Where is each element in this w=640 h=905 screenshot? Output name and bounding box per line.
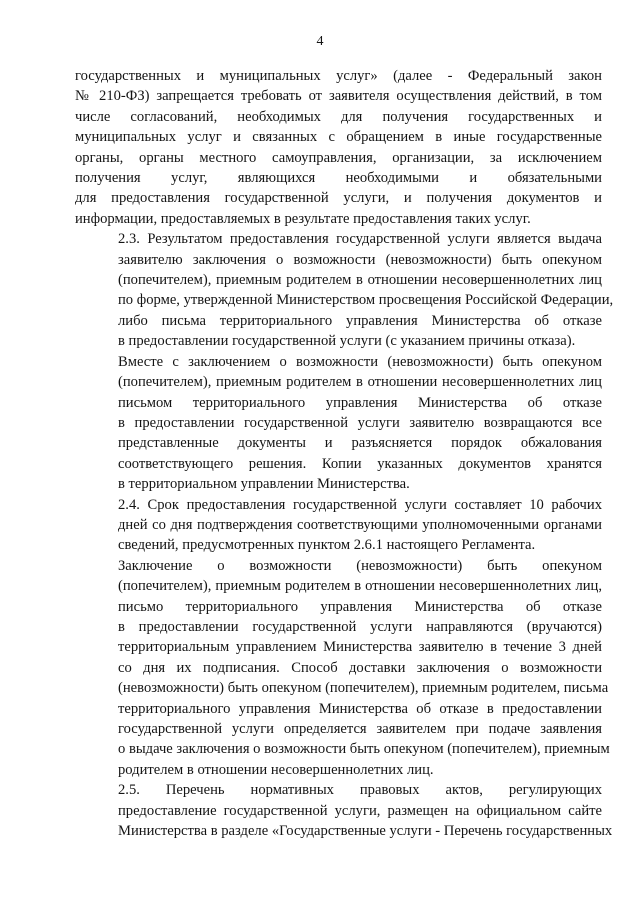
paragraph-2-5 bbox=[75, 780, 613, 841]
paragraph-line: в предоставлении государственной услуги заявителю возвращаются все bbox=[118, 414, 602, 431]
paragraph-line: муниципальных услуг и связанных с обращением в иные государственные bbox=[75, 129, 602, 146]
paragraph-line: (попечителем), приемным родителем в отношении несовершеннолетних лиц bbox=[118, 272, 602, 289]
page-number: 4 bbox=[316, 34, 324, 49]
paragraph-line: для предоставления государственной услуги, и получения документов и bbox=[75, 190, 602, 207]
paragraph-vmeste bbox=[75, 352, 602, 495]
paragraph-line: органы, органы местного самоуправления, организации, за исключением bbox=[75, 149, 602, 166]
paragraph-line: представленные документы и разъясняется порядок обжалования bbox=[118, 435, 602, 452]
paragraph-line: (попечителем), приемным родителем в отношении несовершеннолетних лиц, bbox=[118, 578, 602, 595]
paragraph-line: государственных и муниципальных услуг» (далее - Федеральный закон bbox=[75, 68, 602, 84]
paragraph-continuation bbox=[75, 66, 602, 229]
paragraph-line: дней со дня подтверждения соответствующими уполномоченными органами bbox=[118, 516, 602, 533]
paragraph-line: либо письма территориального управления Министерства об отказе bbox=[118, 312, 602, 329]
paragraph-line: со дня их подписания. Способ доставки заключения о возможности bbox=[118, 659, 602, 676]
paragraph-line: государственной услуги определяется заявителем при подаче заявления bbox=[118, 721, 602, 737]
paragraph-line: (невозможности) быть опекуном (попечителем), приемным родителем, письма bbox=[118, 680, 609, 697]
paragraph-line: сведений, предусмотренных пунктом 2.6.1 настоящего Регламента. bbox=[118, 537, 536, 554]
paragraph-line: Заключение о возможности (невозможности) быть опекуном bbox=[118, 557, 602, 574]
paragraph-line: территориальным управлением Министерства заявителю в течение 3 дней bbox=[118, 639, 602, 656]
paragraph-line: Министерства в разделе «Государственные услуги - Перечень государственных bbox=[118, 823, 613, 840]
paragraph-line: 2.4. Срок предоставления государственной услуги составляет 10 рабочих bbox=[118, 496, 602, 513]
document-body bbox=[75, 66, 614, 841]
paragraph-line: числе согласований, необходимых для получения государственных и bbox=[75, 108, 602, 125]
paragraph-line: в предоставлении государственной услуги (с указанием причины отказа). bbox=[118, 333, 576, 350]
paragraph-line: получения услуг, являющихся необходимыми и обязательными bbox=[75, 170, 602, 187]
paragraph-2-4 bbox=[75, 495, 602, 556]
paragraph-line: в территориальном управлении Министерства. bbox=[118, 476, 410, 493]
paragraph-zakluchenie bbox=[75, 556, 610, 780]
paragraph-line: письмом территориального управления Министерства об отказе bbox=[118, 394, 602, 411]
paragraph-line: № 210-ФЗ) запрещается требовать от заявителя осуществления действий, в том bbox=[75, 88, 602, 105]
paragraph-line: 2.3. Результатом предоставления государственной услуги является выдача bbox=[118, 231, 602, 248]
paragraph-line: 2.5. Перечень нормативных правовых актов, регулирующих bbox=[118, 782, 602, 799]
paragraph-line: Вместе с заключением о возможности (невозможности) быть опекуном bbox=[118, 353, 602, 370]
paragraph-line: родителем в отношении несовершеннолетних лиц. bbox=[118, 761, 434, 778]
paragraph-line: заявителю заключения о возможности (невозможности) быть опекуном bbox=[118, 251, 602, 268]
paragraph-line: о выдаче заключения о возможности быть опекуном (попечителем), приемным bbox=[118, 741, 610, 758]
paragraph-line: соответствующего решения. Копии указанных документов хранятся bbox=[118, 455, 602, 472]
paragraph-2-3 bbox=[75, 229, 614, 351]
paragraph-line: территориального управления Министерства об отказе в предоставлении bbox=[118, 700, 602, 717]
paragraph-line: в предоставлении государственной услуги направляются (вручаются) bbox=[118, 618, 602, 635]
paragraph-line: письмо территориального управления Министерства об отказе bbox=[118, 598, 602, 615]
paragraph-line: по форме, утвержденной Министерством просвещения Российской Федерации, bbox=[118, 292, 614, 309]
paragraph-line: (попечителем), приемным родителем в отношении несовершеннолетних лиц bbox=[118, 374, 602, 391]
paragraph-line: предоставление государственной услуги, размещен на официальном сайте bbox=[118, 802, 602, 819]
paragraph-line: информации, предоставляемых в результате предоставления таких услуг. bbox=[75, 210, 531, 227]
